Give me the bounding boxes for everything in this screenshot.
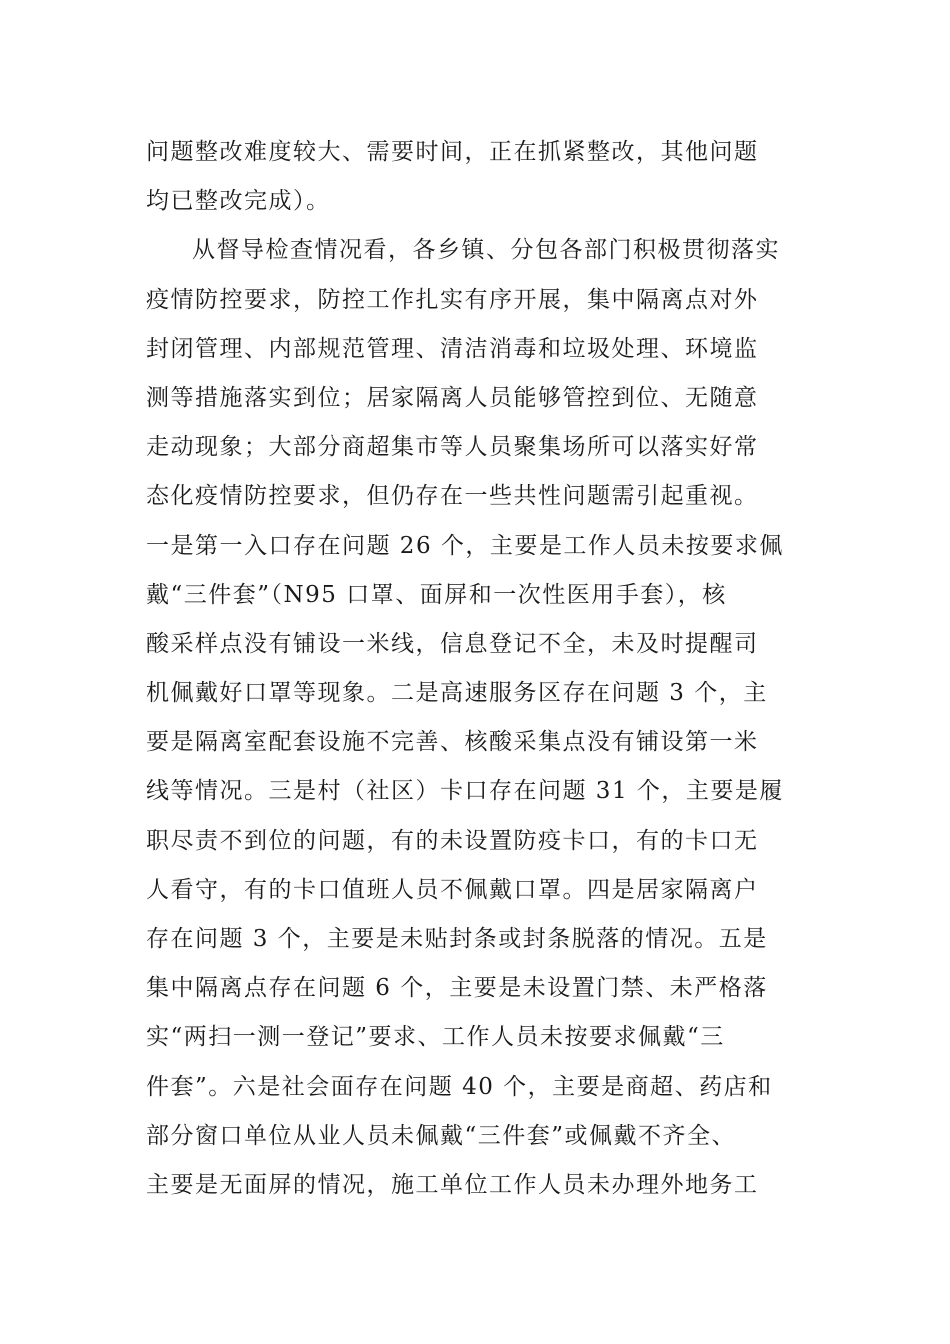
text-line: 一是第一入口存在问题 26 个，主要是工作人员未按要求佩: [146, 532, 784, 559]
text-line: 戴“三件套”（N95 口罩、面屏和一次性医用手套），核: [146, 581, 727, 608]
text-line: 职尽责不到位的问题，有的未设置防疫卡口，有的卡口无: [146, 827, 759, 854]
text-line: 走动现象；大部分商超集市等人员聚集场所可以落实好常: [146, 434, 759, 461]
text-line: 存在问题 3 个，主要是未贴封条或封条脱落的情况。五是: [146, 926, 768, 952]
text-line: 线等情况。三是村（社区）卡口存在问题 31 个，主要是履: [146, 778, 784, 805]
text-line: 件套”。六是社会面存在问题 40 个，主要是商超、药店和: [146, 1073, 773, 1100]
text-line: 人看守，有的卡口值班人员不佩戴口罩。四是居家隔离户: [146, 876, 759, 903]
text-line: 测等措施落实到位；居家隔离人员能够管控到位、无随意: [146, 384, 759, 411]
text-line: 态化疫情防控要求，但仍存在一些共性问题需引起重视。: [146, 483, 759, 510]
text-line: 集中隔离点存在问题 6 个，主要是未设置门禁、未严格落: [146, 975, 768, 1002]
text-line: 实“两扫一测一登记”要求、工作人员未按要求佩戴“三: [146, 1024, 725, 1051]
text-line: 酸采样点没有铺设一米线，信息登记不全，未及时提醒司: [146, 630, 759, 657]
text-line: 机佩戴好口罩等现象。二是高速服务区存在问题 3 个，主: [146, 680, 768, 707]
text-line: 部分窗口单位从业人员未佩戴“三件套”或佩戴不齐全、: [146, 1122, 737, 1149]
paragraph-start-line: 从督导检查情况看，各乡镇、分包各部门积极贯彻落实: [192, 237, 780, 264]
text-line: 问题整改难度较大、需要时间，正在抓紧整改，其他问题: [146, 139, 759, 165]
text-line: 主要是无面屏的情况，施工单位工作人员未办理外地务工: [146, 1171, 759, 1198]
text-line: 封闭管理、内部规范管理、清洁消毒和垃圾处理、环境监: [146, 335, 759, 362]
text-line: 要是隔离室配套设施不完善、核酸采集点没有铺设第一米: [146, 729, 759, 756]
body-text: [146, 128, 810, 1210]
text-line: 疫情防控要求，防控工作扎实有序开展，集中隔离点对外: [146, 286, 759, 313]
text-line: 均已整改完成）。: [146, 188, 331, 215]
